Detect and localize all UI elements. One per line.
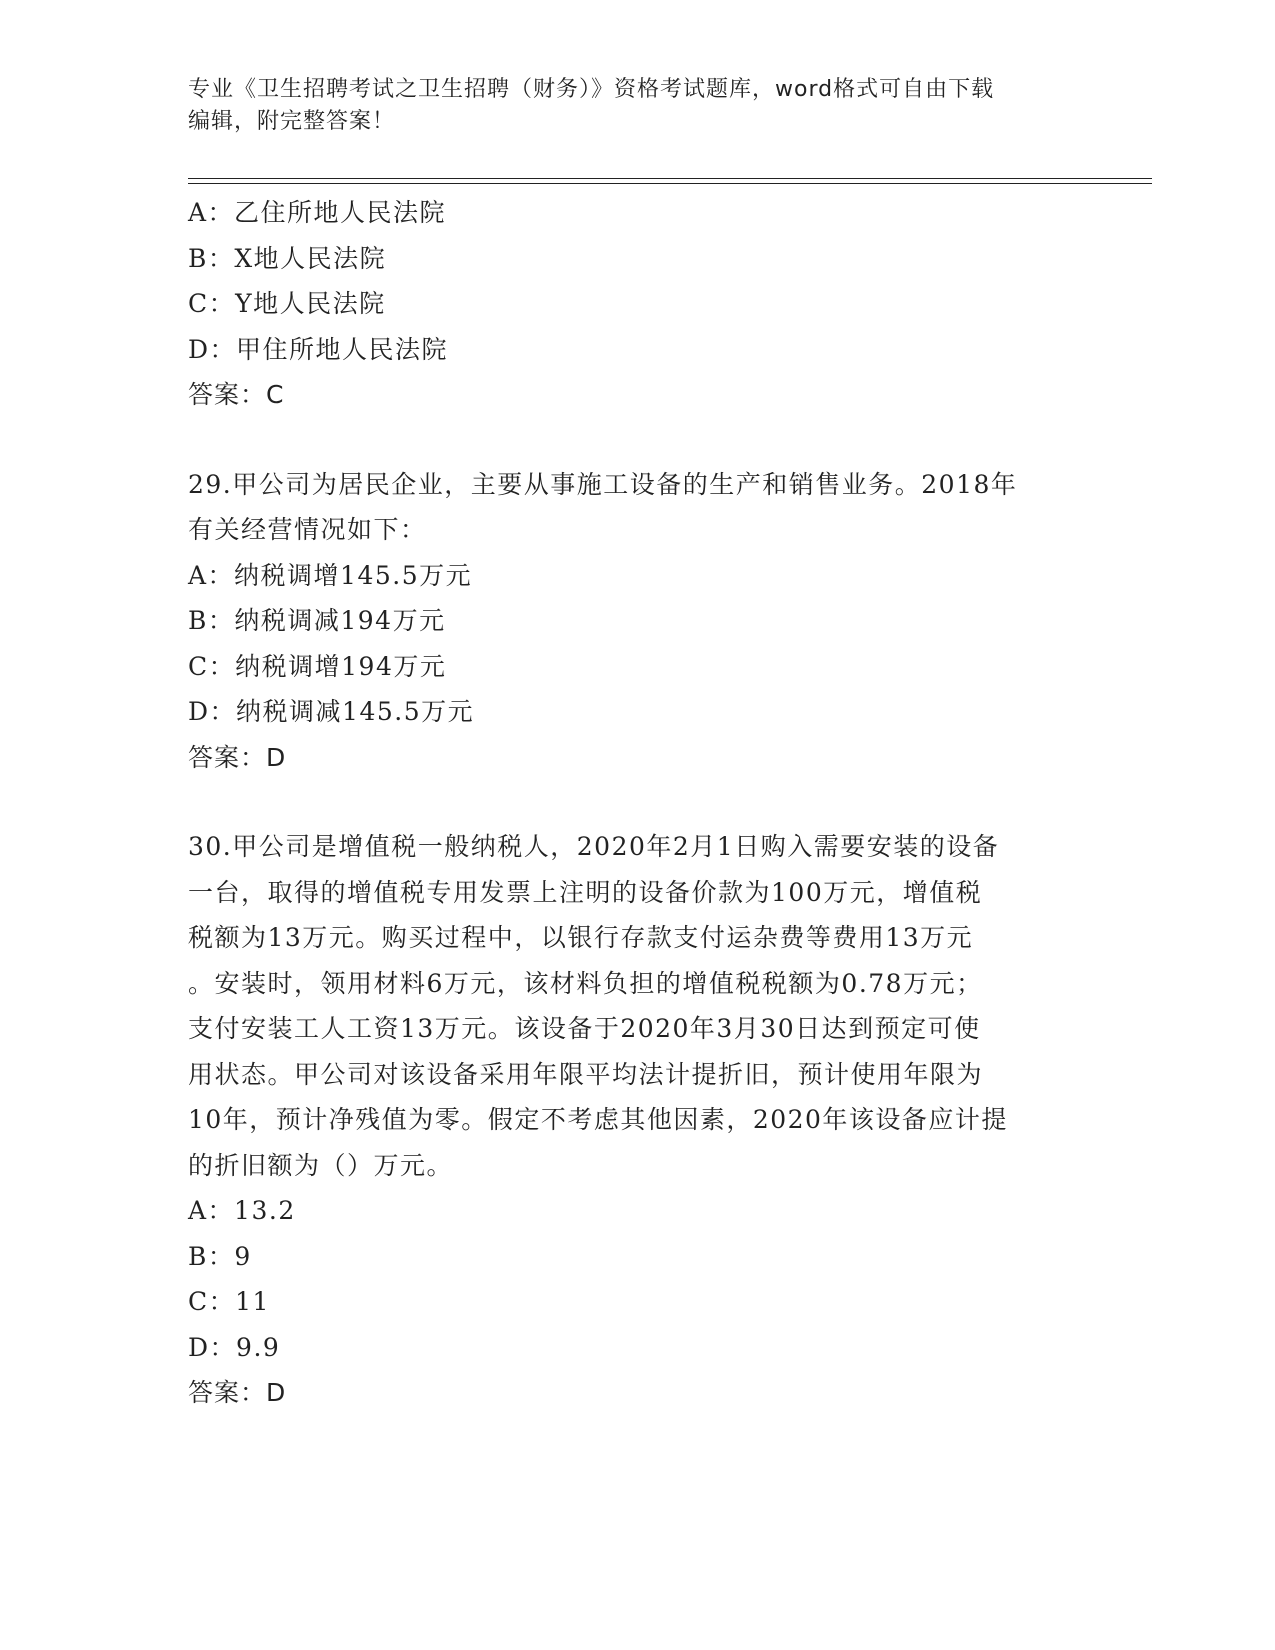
question-28 (188, 190, 1088, 418)
option-d: D：甲住所地人民法院 (188, 334, 449, 364)
answer-label: 答案：C (188, 380, 285, 409)
option-d: D：9.9 (188, 1332, 281, 1362)
question-text-line: 29.甲公司为居民企业，主要从事施工设备的生产和销售业务。2018年 (188, 469, 1018, 499)
question-29 (188, 462, 1088, 781)
question-text-line: 一台，取得的增值税专用发票上注明的设备价款为100万元，增值税 (188, 877, 983, 907)
answer-label: 答案：D (188, 1378, 287, 1407)
option-c: C：Y地人民法院 (188, 289, 386, 318)
question-text-line: 10年，预计净残值为零。假定不考虑其他因素，2020年该设备应计提 (188, 1105, 1008, 1134)
question-text-line: 税额为13万元。购买过程中，以银行存款支付运杂费等费用13万元 (188, 923, 974, 952)
document-header (188, 74, 1088, 138)
answer-label: 答案：D (188, 742, 287, 772)
option-b: B：9 (188, 1241, 252, 1271)
option-b: B：X地人民法院 (188, 243, 387, 273)
spacer (188, 780, 1088, 824)
question-text-line: 。安装时，领用材料6万元，该材料负担的增值税税额为0.78万元； (188, 968, 983, 998)
option-a: A：乙住所地人民法院 (188, 198, 447, 227)
header-divider-bottom (188, 183, 1152, 184)
option-c: C：纳税调增194万元 (188, 651, 447, 681)
question-text-line: 30.甲公司是增值税一般纳税人，2020年2月1日购入需要安装的设备 (188, 832, 1000, 861)
question-text-line: 用状态。甲公司对该设备采用年限平均法计提折旧，预计使用年限为 (188, 1059, 984, 1089)
question-text-line: 有关经营情况如下： (188, 515, 427, 544)
question-text-line: 支付安装工人工资13万元。该设备于2020年3月30日达到预定可使 (188, 1014, 981, 1043)
header-divider-top (188, 178, 1152, 179)
option-d: D：纳税调减145.5万元 (188, 697, 475, 726)
option-c: C：11 (188, 1287, 270, 1316)
question-text-line: 的折旧额为（）万元。 (188, 1150, 454, 1180)
question-list (188, 190, 1088, 1416)
header-line-2: 编辑，附完整答案！ (188, 109, 396, 134)
question-30 (188, 824, 1088, 1416)
option-a: A：13.2 (188, 1196, 296, 1225)
option-b: B：纳税调减194万元 (188, 606, 446, 635)
spacer (188, 418, 1088, 462)
option-a: A：纳税调增145.5万元 (188, 560, 473, 590)
header-line-1: 专业《卫生招聘考试之卫生招聘（财务）》资格考试题库，word格式可自由下载 (188, 77, 995, 102)
